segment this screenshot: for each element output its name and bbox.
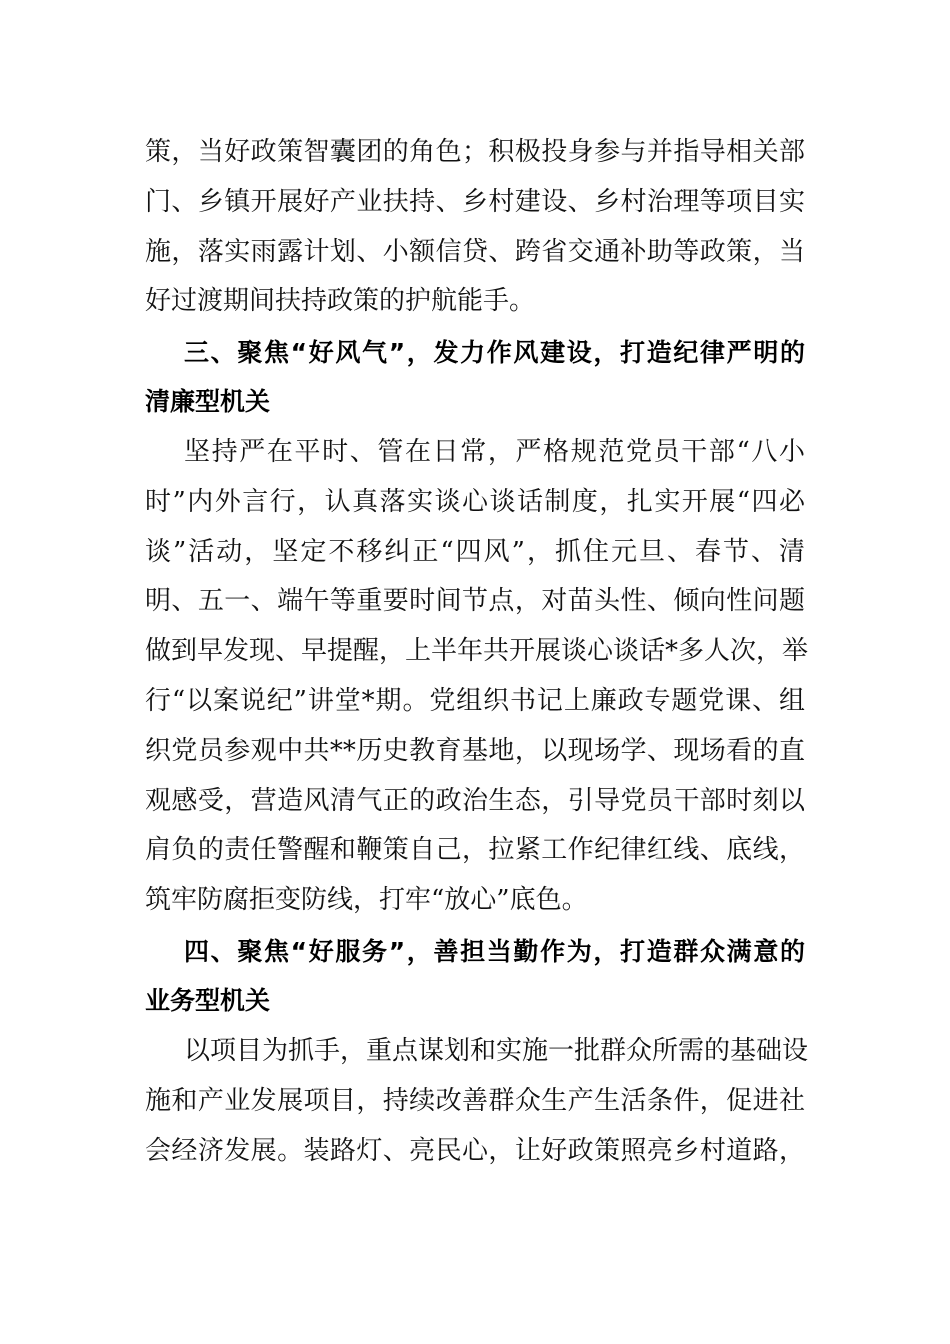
paragraph-line: 施和产业发展项目，持续改善群众生产生活条件，促进社 <box>145 1086 805 1116</box>
paragraph-line: 观感受，营造风清气正的政治生态，引导党员干部时刻以 <box>145 786 805 816</box>
paragraph-line: 好过渡期间扶持政策的护航能手。 <box>145 286 536 316</box>
paragraph-line: 行“以案说纪”讲堂*期。党组织书记上廉政专题党课、组 <box>145 686 805 716</box>
paragraph-line: 施，落实雨露计划、小额信贷、跨省交通补助等政策，当 <box>145 237 805 267</box>
section-heading: 清廉型机关 <box>145 387 271 416</box>
paragraph-line: 策，当好政策智囊团的角色；积极投身参与并指导相关部 <box>145 137 805 167</box>
section-heading: 三、聚焦“好风气”，发力作风建设，打造纪律严明的 <box>184 338 805 367</box>
paragraph-line: 门、乡镇开展好产业扶持、乡村建设、乡村治理等项目实 <box>145 187 805 217</box>
paragraph-line: 时”内外言行，认真落实谈心谈话制度，扎实开展“四必 <box>145 487 805 517</box>
paragraph-line: 明、五一、端午等重要时间节点，对苗头性、倾向性问题 <box>145 586 805 616</box>
paragraph-line: 筑牢防腐拒变防线，打牢“放心”底色。 <box>145 885 588 915</box>
paragraph-line: 织党员参观中共**历史教育基地，以现场学、现场看的直 <box>145 736 805 766</box>
section-heading: 业务型机关 <box>145 986 271 1015</box>
section-heading: 四、聚焦“好服务”，善担当勤作为，打造群众满意的 <box>184 937 805 966</box>
paragraph-line: 谈”活动，坚定不移纠正“四风”，抓住元旦、春节、清 <box>145 537 805 567</box>
paragraph-line: 肩负的责任警醒和鞭策自己，拉紧工作纪律红线、底线， <box>145 835 805 865</box>
paragraph-line: 会经济发展。装路灯、亮民心，让好政策照亮乡村道路， <box>145 1136 805 1166</box>
paragraph-line: 坚持严在平时、管在日常，严格规范党员干部“八小 <box>184 437 805 467</box>
paragraph-line: 做到早发现、早提醒，上半年共开展谈心谈话*多人次，举 <box>145 636 809 666</box>
paragraph-line: 以项目为抓手，重点谋划和实施一批群众所需的基础设 <box>184 1036 809 1066</box>
